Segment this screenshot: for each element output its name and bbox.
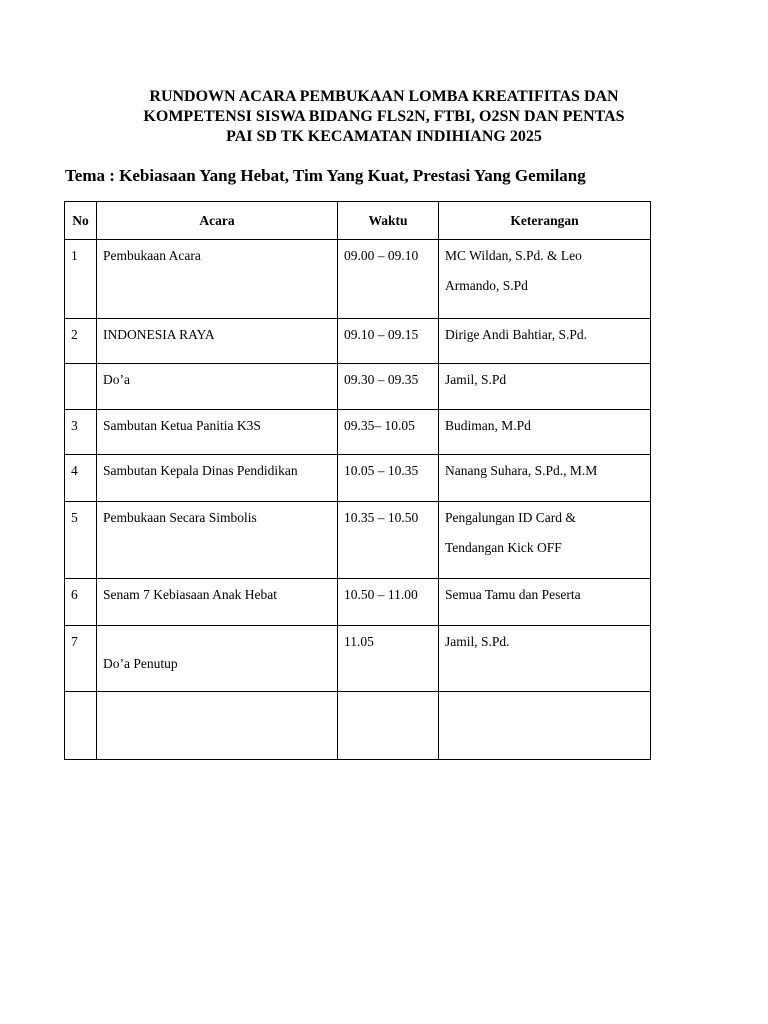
cell-acara — [97, 626, 338, 692]
rundown-table — [64, 201, 651, 760]
cell-keterangan: Dirige Andi Bahtiar, S.Pd. — [439, 319, 651, 364]
table-row-empty — [65, 692, 651, 760]
cell-no: 5 — [65, 502, 97, 579]
cell-waktu — [338, 692, 439, 760]
header-keterangan: Keterangan — [439, 202, 651, 240]
table-row — [65, 455, 651, 502]
cell-acara: Sambutan Kepala Dinas Pendidikan — [97, 455, 338, 502]
cell-no: 6 — [65, 579, 97, 626]
keterangan-line-2: Armando, S.Pd — [445, 278, 528, 293]
acara-text: Do’a Penutup — [103, 656, 178, 671]
cell-keterangan — [439, 692, 651, 760]
table-row — [65, 240, 651, 319]
cell-acara — [97, 692, 338, 760]
title-line-2: KOMPETENSI SISWA BIDANG FLS2N, FTBI, O2SN DAN PENTAS — [143, 108, 625, 125]
title-line-1: RUNDOWN ACARA PEMBUKAAN LOMBA KREATIFITAS DAN — [149, 88, 619, 105]
cell-no: 4 — [65, 455, 97, 502]
table-row — [65, 502, 651, 579]
header-waktu: Waktu — [338, 202, 439, 240]
cell-acara: Pembukaan Acara — [97, 240, 338, 319]
table-row — [65, 319, 651, 364]
cell-waktu: 09.30 – 09.35 — [338, 364, 439, 410]
cell-waktu: 11.05 — [338, 626, 439, 692]
document-title — [64, 87, 704, 147]
cell-no — [65, 692, 97, 760]
event-theme: Tema : Kebiasaan Yang Hebat, Tim Yang Kuat, Prestasi Yang Gemilang — [65, 166, 586, 185]
cell-keterangan — [439, 240, 651, 319]
cell-no: 1 — [65, 240, 97, 319]
cell-acara: INDONESIA RAYA — [97, 319, 338, 364]
title-line-3: PAI SD TK KECAMATAN INDIHIANG 2025 — [226, 128, 542, 145]
keterangan-line-2: Tendangan Kick OFF — [445, 540, 562, 555]
keterangan-line-1: Pengalungan ID Card & — [445, 510, 576, 525]
table-row — [65, 410, 651, 455]
cell-waktu: 09.10 – 09.15 — [338, 319, 439, 364]
cell-keterangan — [439, 502, 651, 579]
cell-no: 2 — [65, 319, 97, 364]
cell-waktu: 09.00 – 09.10 — [338, 240, 439, 319]
cell-keterangan: Budiman, M.Pd — [439, 410, 651, 455]
cell-waktu: 10.50 – 11.00 — [338, 579, 439, 626]
cell-no — [65, 364, 97, 410]
cell-no: 7 — [65, 626, 97, 692]
cell-waktu: 10.35 – 10.50 — [338, 502, 439, 579]
header-no: No — [65, 202, 97, 240]
keterangan-line-1: MC Wildan, S.Pd. & Leo — [445, 248, 582, 263]
cell-keterangan: Jamil, S.Pd — [439, 364, 651, 410]
cell-waktu: 09.35– 10.05 — [338, 410, 439, 455]
cell-acara: Sambutan Ketua Panitia K3S — [97, 410, 338, 455]
cell-keterangan: Semua Tamu dan Peserta — [439, 579, 651, 626]
table-row — [65, 579, 651, 626]
cell-keterangan: Jamil, S.Pd. — [439, 626, 651, 692]
cell-no: 3 — [65, 410, 97, 455]
cell-keterangan: Nanang Suhara, S.Pd., M.M — [439, 455, 651, 502]
table-row — [65, 626, 651, 692]
cell-acara: Pembukaan Secara Simbolis — [97, 502, 338, 579]
cell-acara: Do’a — [97, 364, 338, 410]
table-header-row — [65, 202, 651, 240]
cell-waktu: 10.05 – 10.35 — [338, 455, 439, 502]
header-acara: Acara — [97, 202, 338, 240]
table-row — [65, 364, 651, 410]
cell-acara: Senam 7 Kebiasaan Anak Hebat — [97, 579, 338, 626]
